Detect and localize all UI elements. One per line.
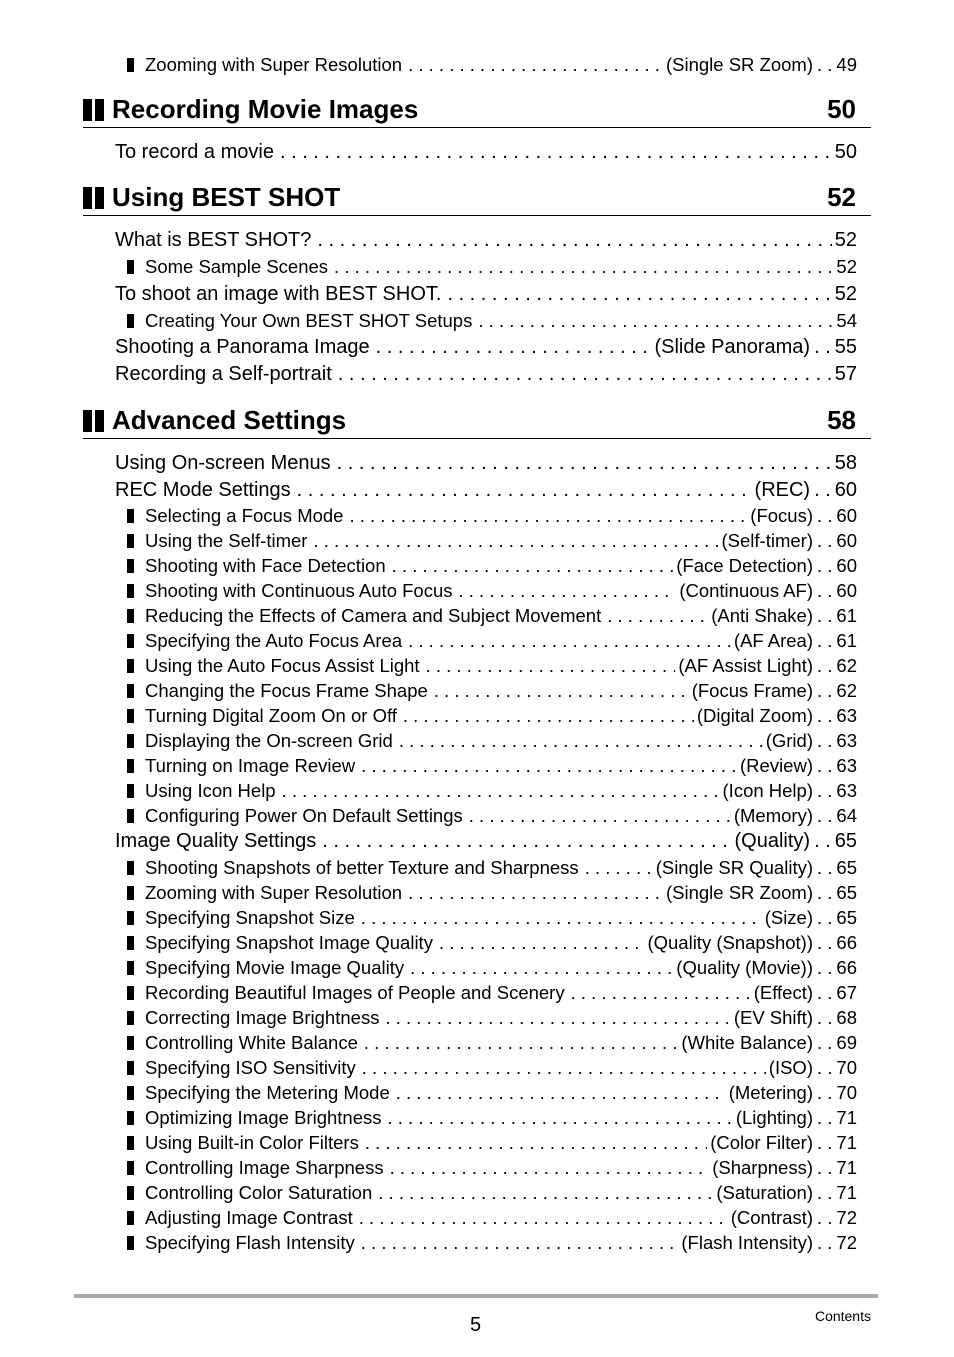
entry-qualifier: (Single SR Quality) xyxy=(655,856,813,878)
entry-qualifier: (Review) xyxy=(740,755,813,776)
bullet-icon xyxy=(127,58,134,72)
dot-leader xyxy=(408,630,731,652)
toc-subentry[interactable] xyxy=(127,1232,857,1254)
toc-subentry[interactable] xyxy=(127,680,857,702)
entry-page: 66 xyxy=(836,956,857,978)
entry-page: 61 xyxy=(836,630,857,651)
entry-qualifier: (Size) xyxy=(764,906,813,928)
entry-page: 65 xyxy=(836,906,857,928)
dot-leader xyxy=(317,229,831,252)
toc-subentry[interactable] xyxy=(127,730,857,752)
dot-leader xyxy=(408,882,663,904)
entry-page: 65 xyxy=(836,881,857,903)
entry-label: Using Built-in Color Filters xyxy=(145,1131,359,1153)
dot-leader xyxy=(439,932,645,954)
bullet-icon xyxy=(127,1061,134,1075)
page-number: 5 xyxy=(470,1314,482,1336)
entry-page: 71 xyxy=(836,1156,857,1178)
dot-leader: . . xyxy=(817,856,833,878)
dot-leader xyxy=(280,141,832,164)
section-marker-icon xyxy=(83,410,107,437)
entry-label: Correcting Image Brightness xyxy=(145,1006,380,1028)
dot-leader: . . xyxy=(817,780,833,801)
entry-qualifier: (White Balance) xyxy=(681,1031,813,1053)
dot-leader: . . xyxy=(817,505,833,526)
entry-qualifier: (Continuous AF) xyxy=(679,580,813,601)
dot-leader xyxy=(361,1232,679,1254)
entry-qualifier: (Contrast) xyxy=(730,1206,813,1228)
dot-leader: . . xyxy=(817,580,833,601)
entry-qualifier: (Quality (Snapshot)) xyxy=(647,931,813,953)
entry-page: 69 xyxy=(836,1031,857,1053)
entry-label: Creating Your Own BEST SHOT Setups xyxy=(145,309,473,331)
toc-entry[interactable] xyxy=(115,452,857,475)
dot-leader: . . xyxy=(817,1106,833,1128)
dot-leader xyxy=(392,555,674,577)
section-page: 50 xyxy=(827,94,856,124)
toc-subentry[interactable] xyxy=(127,310,857,332)
section-heading xyxy=(83,179,871,216)
entry-page: 62 xyxy=(836,655,857,676)
entry-page: 68 xyxy=(836,1006,857,1028)
dot-leader: . . xyxy=(817,805,833,826)
dot-leader xyxy=(403,705,694,727)
entry-label: Shooting with Continuous Auto Focus xyxy=(145,580,453,601)
entry-page: 71 xyxy=(836,1131,857,1153)
dot-leader xyxy=(390,1157,710,1179)
entry-qualifier: (Flash Intensity) xyxy=(681,1231,813,1253)
entry-label: Shooting with Face Detection xyxy=(145,555,386,576)
dot-leader xyxy=(365,1132,707,1154)
section-title: Advanced Settings xyxy=(112,405,347,435)
section-marker-icon xyxy=(83,99,107,126)
toc-subentry[interactable] xyxy=(127,755,857,777)
bullet-icon xyxy=(127,609,134,623)
entry-qualifier: (Quality) xyxy=(734,830,811,852)
bullet-icon xyxy=(127,809,134,823)
toc-subentry[interactable] xyxy=(127,705,857,727)
entry-page: 64 xyxy=(836,805,857,826)
dot-leader: . . xyxy=(817,730,833,751)
section-marker-icon xyxy=(83,187,107,214)
section-heading xyxy=(83,402,871,439)
bullet-icon xyxy=(127,1111,134,1125)
toc-subentry[interactable] xyxy=(127,1057,857,1079)
entry-qualifier: (Lighting) xyxy=(735,1106,813,1128)
entry-label: To shoot an image with BEST SHOT. xyxy=(115,282,442,305)
entry-page: 54 xyxy=(836,309,857,331)
section-heading xyxy=(83,91,871,128)
dot-leader xyxy=(459,580,677,602)
dot-leader: . . xyxy=(817,680,833,701)
toc-entry[interactable] xyxy=(115,283,857,306)
entry-page: 67 xyxy=(836,981,857,1003)
entry-label: Zooming with Super Resolution xyxy=(145,54,403,75)
entry-page: 63 xyxy=(836,755,857,776)
bullet-icon xyxy=(127,886,134,900)
entry-page: 61 xyxy=(836,605,857,626)
entry-page: 65 xyxy=(836,856,857,878)
toc-subentry[interactable] xyxy=(127,555,857,577)
entry-label: Specifying Flash Intensity xyxy=(145,1231,355,1253)
dot-leader: . . xyxy=(817,1031,833,1053)
dot-leader xyxy=(388,1107,733,1129)
entry-label: To record a movie xyxy=(115,141,274,163)
dot-leader xyxy=(447,283,831,306)
dot-leader: . . xyxy=(817,956,833,978)
section-title: Using BEST SHOT xyxy=(112,182,341,212)
toc-subentry[interactable] xyxy=(127,1032,857,1054)
toc-subentry[interactable] xyxy=(127,580,857,602)
entry-qualifier: (Grid) xyxy=(765,730,813,751)
entry-qualifier: (Focus) xyxy=(750,505,813,526)
toc-subentry[interactable] xyxy=(127,1107,857,1129)
toc-subentry[interactable] xyxy=(127,957,857,979)
entry-label: Controlling Image Sharpness xyxy=(145,1156,384,1178)
entry-label: Specifying Snapshot Size xyxy=(145,906,355,928)
entry-page: 52 xyxy=(836,256,857,277)
dot-leader: . . xyxy=(817,705,833,726)
bullet-icon xyxy=(127,314,134,328)
footer-label: Contents xyxy=(814,1308,871,1324)
entry-page: 60 xyxy=(834,478,857,501)
entry-label: Using On-screen Menus xyxy=(115,452,331,474)
entry-page: 72 xyxy=(836,1231,857,1253)
entry-page: 63 xyxy=(836,730,857,751)
entry-qualifier: (Metering) xyxy=(728,1081,813,1103)
bullet-icon xyxy=(127,1186,134,1200)
entry-label: Reducing the Effects of Camera and Subject Movement xyxy=(145,605,602,626)
entry-label: What is BEST SHOT? xyxy=(115,229,312,251)
entry-label: Specifying the Auto Focus Area xyxy=(145,630,403,651)
dot-leader xyxy=(408,54,663,76)
toc-subentry[interactable] xyxy=(127,54,857,76)
entry-qualifier: (Quality (Movie)) xyxy=(676,956,813,978)
entry-qualifier: (EV Shift) xyxy=(733,1006,813,1028)
entry-qualifier: (AF Assist Light) xyxy=(678,655,813,676)
dot-leader: . . xyxy=(817,981,833,1003)
bullet-icon xyxy=(127,1036,134,1050)
dot-leader: . . xyxy=(817,755,833,776)
entry-page: 50 xyxy=(834,141,857,163)
toc-subentry[interactable] xyxy=(127,530,857,552)
dot-leader xyxy=(469,805,731,827)
entry-page: 63 xyxy=(836,780,857,801)
dot-leader: . . xyxy=(817,630,833,651)
entry-qualifier: (Slide Panorama) xyxy=(654,336,811,358)
toc-subentry[interactable] xyxy=(127,605,857,627)
dot-leader: . . xyxy=(817,1081,833,1103)
entry-label: Some Sample Scenes xyxy=(145,256,329,277)
entry-page: 60 xyxy=(836,580,857,601)
dot-leader: . . xyxy=(817,1206,833,1228)
toc-entry[interactable] xyxy=(115,141,857,164)
dot-leader: . . xyxy=(817,881,833,903)
toc-subentry[interactable] xyxy=(127,1157,857,1179)
toc-entry[interactable] xyxy=(115,363,857,386)
entry-page: 62 xyxy=(836,680,857,701)
entry-label: Selecting a Focus Mode xyxy=(145,505,344,526)
entry-label: Turning Digital Zoom On or Off xyxy=(145,705,397,726)
bullet-icon xyxy=(127,1236,134,1250)
dot-leader xyxy=(337,452,832,475)
entry-qualifier: (Digital Zoom) xyxy=(696,705,813,726)
dot-leader: . . xyxy=(817,54,833,75)
entry-page: 55 xyxy=(834,336,857,358)
entry-page: 60 xyxy=(836,505,857,526)
dot-leader xyxy=(585,857,653,879)
entry-page: 58 xyxy=(834,452,857,474)
entry-label: Displaying the On-screen Grid xyxy=(145,730,393,751)
entry-qualifier: (Single SR Zoom) xyxy=(665,881,813,903)
entry-page: 70 xyxy=(836,1056,857,1078)
section-title: Recording Movie Images xyxy=(112,94,419,124)
entry-qualifier: (Anti Shake) xyxy=(711,605,813,626)
entry-qualifier: (Face Detection) xyxy=(676,555,813,576)
entry-label: Image Quality Settings xyxy=(115,830,317,852)
entry-label: REC Mode Settings xyxy=(115,478,291,501)
toc-entry[interactable] xyxy=(115,229,857,252)
bullet-icon xyxy=(127,684,134,698)
entry-label: Controlling White Balance xyxy=(145,1031,358,1053)
entry-label: Shooting Snapshots of better Texture and Sharpness xyxy=(145,856,579,878)
entry-label: Optimizing Image Brightness xyxy=(145,1106,382,1128)
bullet-icon xyxy=(127,584,134,598)
bullet-icon xyxy=(127,961,134,975)
dot-leader xyxy=(297,479,752,502)
entry-label: Specifying the Metering Mode xyxy=(145,1081,390,1103)
dot-leader xyxy=(322,830,731,853)
entry-qualifier: (Single SR Zoom) xyxy=(665,54,813,75)
entry-page: 60 xyxy=(836,530,857,551)
dot-leader xyxy=(426,655,676,677)
entry-label: Using the Self-timer xyxy=(145,530,308,551)
dot-leader xyxy=(334,256,833,278)
bullet-icon xyxy=(127,784,134,798)
entry-page: 57 xyxy=(834,363,857,385)
toc-subentry[interactable] xyxy=(127,1182,857,1204)
dot-leader: . . xyxy=(817,1006,833,1028)
toc-subentry[interactable] xyxy=(127,1082,857,1104)
entry-label: Zooming with Super Resolution xyxy=(145,881,403,903)
entry-label: Using the Auto Focus Assist Light xyxy=(145,655,420,676)
footer-divider xyxy=(74,1294,878,1298)
bullet-icon xyxy=(127,534,134,548)
dot-leader xyxy=(434,680,689,702)
entry-label: Changing the Focus Frame Shape xyxy=(145,680,428,701)
dot-leader: . . xyxy=(817,1231,833,1253)
dot-leader xyxy=(396,1082,726,1104)
dot-leader xyxy=(362,1057,766,1079)
dot-leader: . . xyxy=(817,530,833,551)
bullet-icon xyxy=(127,759,134,773)
toc-subentry[interactable] xyxy=(127,630,857,652)
bullet-icon xyxy=(127,260,134,274)
dot-leader xyxy=(410,957,673,979)
dot-leader xyxy=(607,605,708,627)
toc-subentry[interactable] xyxy=(127,932,857,954)
dot-leader: . . xyxy=(817,555,833,576)
entry-page: 71 xyxy=(836,1181,857,1203)
toc-subentry[interactable] xyxy=(127,256,857,278)
dot-leader: . . xyxy=(817,931,833,953)
toc-subentry[interactable] xyxy=(127,1207,857,1229)
bullet-icon xyxy=(127,709,134,723)
entry-qualifier: (Effect) xyxy=(753,981,813,1003)
bullet-icon xyxy=(127,559,134,573)
entry-qualifier: (Focus Frame) xyxy=(691,680,813,701)
dot-leader xyxy=(376,336,652,359)
bullet-icon xyxy=(127,734,134,748)
dot-leader: . . xyxy=(817,655,833,676)
dot-leader xyxy=(478,310,833,332)
entry-qualifier: (ISO) xyxy=(768,1056,813,1078)
entry-qualifier: (Sharpness) xyxy=(712,1156,813,1178)
dot-leader xyxy=(385,1007,730,1029)
dot-leader xyxy=(361,755,737,777)
dot-leader: . . xyxy=(817,605,833,626)
dot-leader xyxy=(361,907,762,929)
entry-label: Adjusting Image Contrast xyxy=(145,1206,353,1228)
toc-subentry[interactable] xyxy=(127,1007,857,1029)
bullet-icon xyxy=(127,509,134,523)
entry-qualifier: (Color Filter) xyxy=(710,1131,813,1153)
entry-label: Using Icon Help xyxy=(145,780,276,801)
entry-label: Recording a Self-portrait xyxy=(115,363,332,385)
toc-entry[interactable] xyxy=(115,479,857,502)
dot-leader: . . xyxy=(817,1181,833,1203)
bullet-icon xyxy=(127,1136,134,1150)
toc-subentry[interactable] xyxy=(127,505,857,527)
bullet-icon xyxy=(127,936,134,950)
entry-page: 66 xyxy=(836,931,857,953)
dot-leader xyxy=(282,780,720,802)
entry-label: Specifying ISO Sensitivity xyxy=(145,1056,356,1078)
entry-qualifier: (Saturation) xyxy=(716,1181,813,1203)
entry-page: 49 xyxy=(836,54,857,75)
toc-subentry[interactable] xyxy=(127,857,857,879)
dot-leader: . . xyxy=(817,1156,833,1178)
dot-leader xyxy=(349,505,747,527)
entry-page: 52 xyxy=(834,282,857,305)
dot-leader xyxy=(359,1207,728,1229)
entry-page: 71 xyxy=(836,1106,857,1128)
section-page: 58 xyxy=(827,405,856,435)
bullet-icon xyxy=(127,1086,134,1100)
entry-label: Specifying Snapshot Image Quality xyxy=(145,931,433,953)
entry-label: Specifying Movie Image Quality xyxy=(145,956,405,978)
dot-leader xyxy=(571,982,751,1004)
section-page: 52 xyxy=(827,182,856,212)
bullet-icon xyxy=(127,986,134,1000)
entry-qualifier: (REC) xyxy=(754,478,811,501)
entry-page: 70 xyxy=(836,1081,857,1103)
dot-leader xyxy=(399,730,763,752)
entry-qualifier: (AF Area) xyxy=(733,630,813,651)
entry-label: Controlling Color Saturation xyxy=(145,1181,373,1203)
entry-page: 60 xyxy=(836,555,857,576)
dot-leader xyxy=(338,363,832,386)
toc-subentry[interactable] xyxy=(127,982,857,1004)
bullet-icon xyxy=(127,1211,134,1225)
toc-entry[interactable] xyxy=(115,830,857,853)
entry-qualifier: (Memory) xyxy=(733,805,813,826)
toc-subentry[interactable] xyxy=(127,907,857,929)
toc-entry[interactable] xyxy=(115,336,857,359)
entry-label: Shooting a Panorama Image xyxy=(115,336,370,358)
bullet-icon xyxy=(127,911,134,925)
entry-qualifier: (Icon Help) xyxy=(722,780,813,801)
toc-subentry[interactable] xyxy=(127,882,857,904)
entry-page: 72 xyxy=(836,1206,857,1228)
bullet-icon xyxy=(127,1161,134,1175)
bullet-icon xyxy=(127,861,134,875)
bullet-icon xyxy=(127,659,134,673)
dot-leader: . . xyxy=(814,478,831,501)
bullet-icon xyxy=(127,634,134,648)
entry-label: Recording Beautiful Images of People and Scenery xyxy=(145,981,565,1003)
dot-leader: . . xyxy=(814,336,831,358)
toc-subentry[interactable] xyxy=(127,1132,857,1154)
entry-page: 65 xyxy=(834,830,857,852)
entry-label: Turning on Image Review xyxy=(145,755,356,776)
toc-subentry[interactable] xyxy=(127,805,857,827)
toc-subentry[interactable] xyxy=(127,655,857,677)
toc-subentry[interactable] xyxy=(127,780,857,802)
dot-leader: . . xyxy=(817,1056,833,1078)
dot-leader xyxy=(313,530,718,552)
dot-leader xyxy=(364,1032,679,1054)
entry-page: 63 xyxy=(836,705,857,726)
entry-page: 52 xyxy=(834,229,857,251)
dot-leader xyxy=(378,1182,713,1204)
dot-leader: . . xyxy=(814,830,831,852)
entry-label: Configuring Power On Default Settings xyxy=(145,805,463,826)
entry-qualifier: (Self-timer) xyxy=(721,530,813,551)
dot-leader: . . xyxy=(817,1131,833,1153)
dot-leader: . . xyxy=(817,906,833,928)
bullet-icon xyxy=(127,1011,134,1025)
